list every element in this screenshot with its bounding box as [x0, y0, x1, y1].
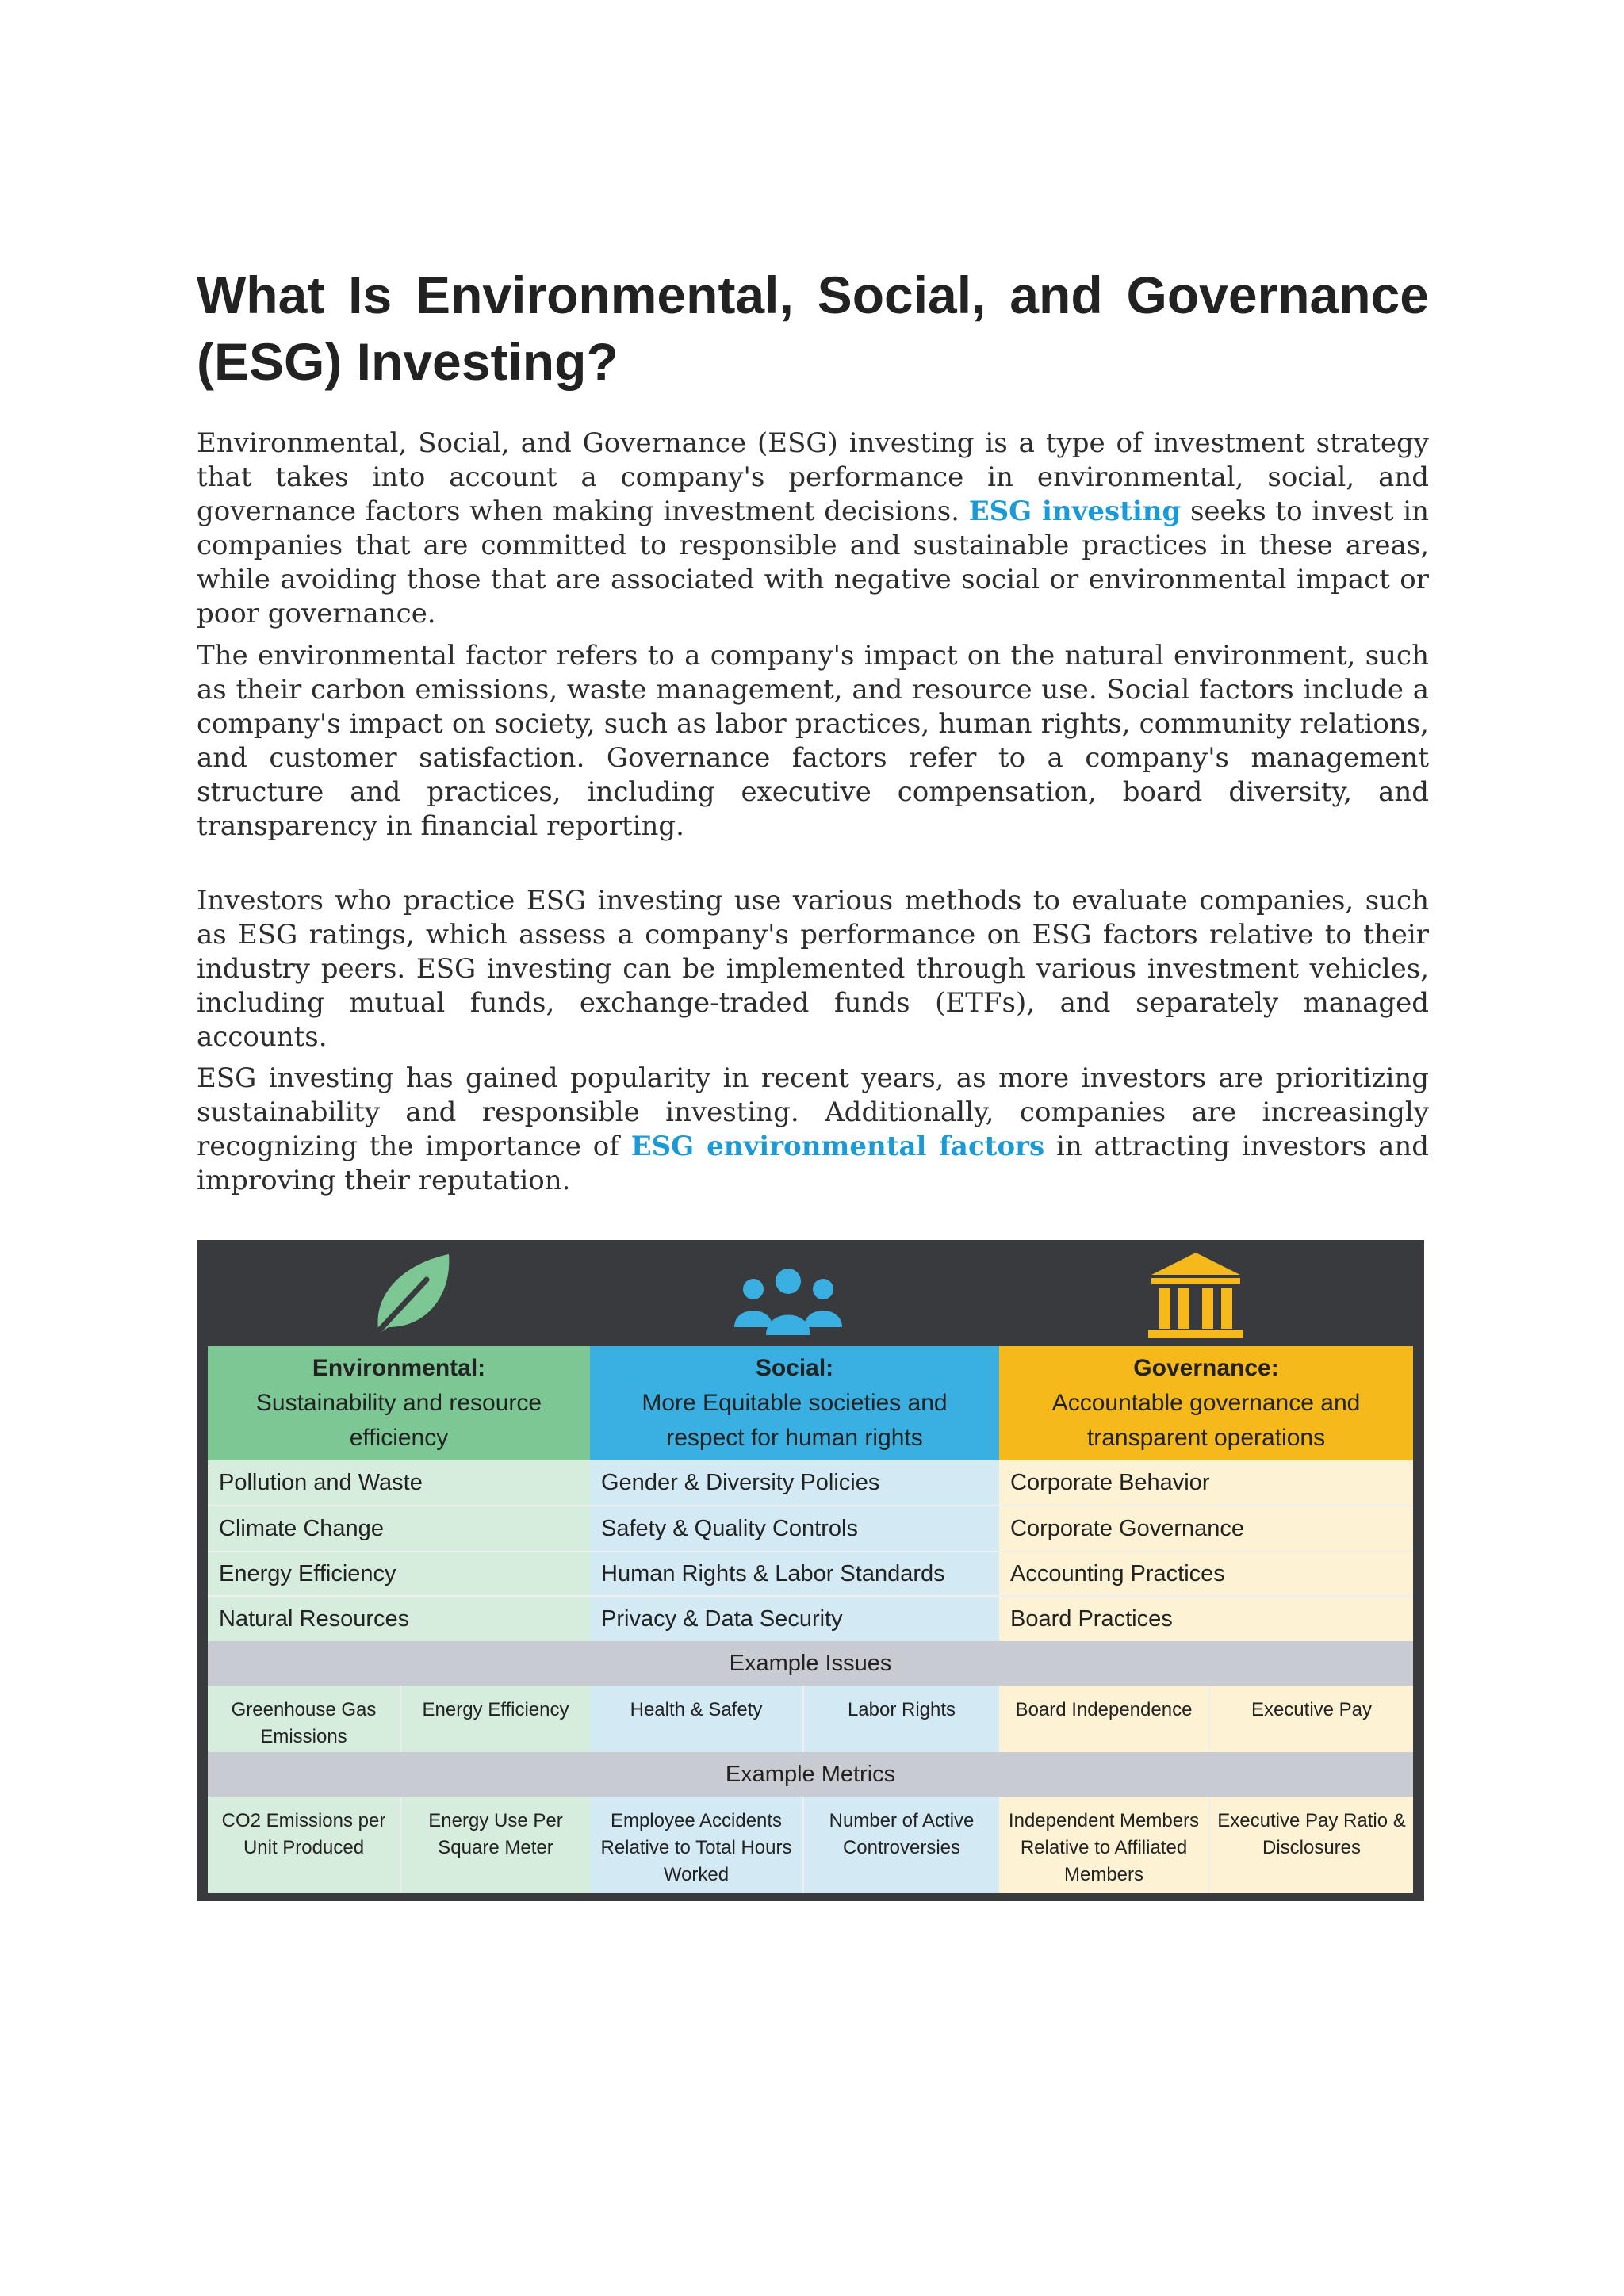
issue-cell: Executive Pay [1210, 1686, 1413, 1752]
esg-environmental-factors-link[interactable]: ESG environmental factors [630, 1131, 1045, 1162]
list-item: Gender & Diversity Policies [590, 1460, 999, 1506]
esg-infographic [197, 1240, 1424, 1901]
example-metrics-band: Example Metrics [208, 1752, 1413, 1797]
governance-header [999, 1346, 1413, 1460]
metric-cell: Executive Pay Ratio & Disclosures [1210, 1797, 1413, 1893]
list-item: Privacy & Data Security [590, 1597, 999, 1641]
header-subtitle: efficiency [349, 1425, 449, 1451]
paragraph-intro [197, 427, 1429, 631]
issue-cell: Board Independence [999, 1686, 1210, 1752]
list-item: Natural Resources [208, 1597, 590, 1641]
list-item: Human Rights & Labor Standards [590, 1552, 999, 1597]
esg-table [208, 1346, 1413, 1893]
social-header [590, 1346, 999, 1460]
metric-cell: Number of Active Controversies [804, 1797, 999, 1893]
paragraph-text: Environmental, Social, and Governance (ESG) investing is a type of investment strategy that takes into account a company's performance in environmental, social, and governance factors when making investment decisions. [197, 427, 1429, 527]
list-item: Corporate Behavior [999, 1460, 1413, 1506]
paragraph-popularity [197, 1062, 1429, 1198]
list-item: Accounting Practices [999, 1552, 1413, 1597]
page-title: What Is Environmental, Social, and Governance (ESG) Investing? [197, 266, 1429, 391]
header-subtitle: More Equitable societies and [642, 1390, 948, 1416]
issue-cell: Greenhouse Gas Emissions [208, 1686, 401, 1752]
leaf-icon [347, 1248, 474, 1343]
header-subtitle: transparent operations [1086, 1425, 1326, 1451]
metric-cell: Independent Members Relative to Affiliated Members [999, 1797, 1210, 1893]
header-title: Social: [755, 1355, 834, 1381]
list-item: Pollution and Waste [208, 1460, 590, 1506]
esg-investing-link[interactable]: ESG investing [968, 496, 1182, 527]
issue-cell: Health & Safety [590, 1686, 804, 1752]
list-item: Safety & Quality Controls [590, 1506, 999, 1552]
list-item: Corporate Governance [999, 1506, 1413, 1552]
metric-cell: Energy Use Per Square Meter [401, 1797, 590, 1893]
issue-cell: Energy Efficiency [401, 1686, 590, 1752]
paragraph-text: in attracting investors and improving their reputation. [197, 1131, 1430, 1196]
metric-cell: Employee Accidents Relative to Total Hours Worked [590, 1797, 804, 1893]
people-icon [725, 1248, 852, 1343]
paragraph-methods: Investors who practice ESG investing use various methods to evaluate companies, such as ESG ratings, which assess a company's performance on ESG factors relative to their industry peers. ESG investing can be implemented through various investment vehicles, including mutual funds, exchange-traded funds (ETFs), and separately managed accounts. [197, 885, 1429, 1053]
header-title: Governance: [1133, 1355, 1279, 1381]
header-title: Environmental: [312, 1355, 486, 1381]
paragraph-factors: The environmental factor refers to a company's impact on the natural environment, such as their carbon emissions, waste management, and resource use. Social factors include a company's impact on society, such as labor practices, human rights, community relations, and customer satisfaction. Governance factors refer to a company's management structure and practices, including executive compensation, board diversity, and transparency in financial reporting. [197, 640, 1429, 842]
paragraph-text: ESG investing has gained popularity in recent years, as more investors are prioritizing sustainability and responsible investing. Additionally, companies are increasingly recognizing the importance of [197, 1062, 1429, 1162]
issue-cell: Labor Rights [804, 1686, 999, 1752]
list-item: Energy Efficiency [208, 1552, 590, 1597]
government-building-icon [1132, 1248, 1259, 1343]
paragraph-text: seeks to invest in companies that are committed to responsible and sustainable practices in these areas, while avoiding those that are associated with negative social or environmental impact or poor governance. [197, 496, 1430, 629]
metric-cell: CO2 Emissions per Unit Produced [208, 1797, 401, 1893]
header-subtitle: Accountable governance and [1051, 1390, 1361, 1416]
list-item: Board Practices [999, 1597, 1413, 1641]
header-subtitle: Sustainability and resource [255, 1390, 542, 1416]
example-issues-band: Example Issues [208, 1641, 1413, 1686]
environmental-header [208, 1346, 590, 1460]
list-item: Climate Change [208, 1506, 590, 1552]
header-subtitle: respect for human rights [666, 1425, 923, 1451]
